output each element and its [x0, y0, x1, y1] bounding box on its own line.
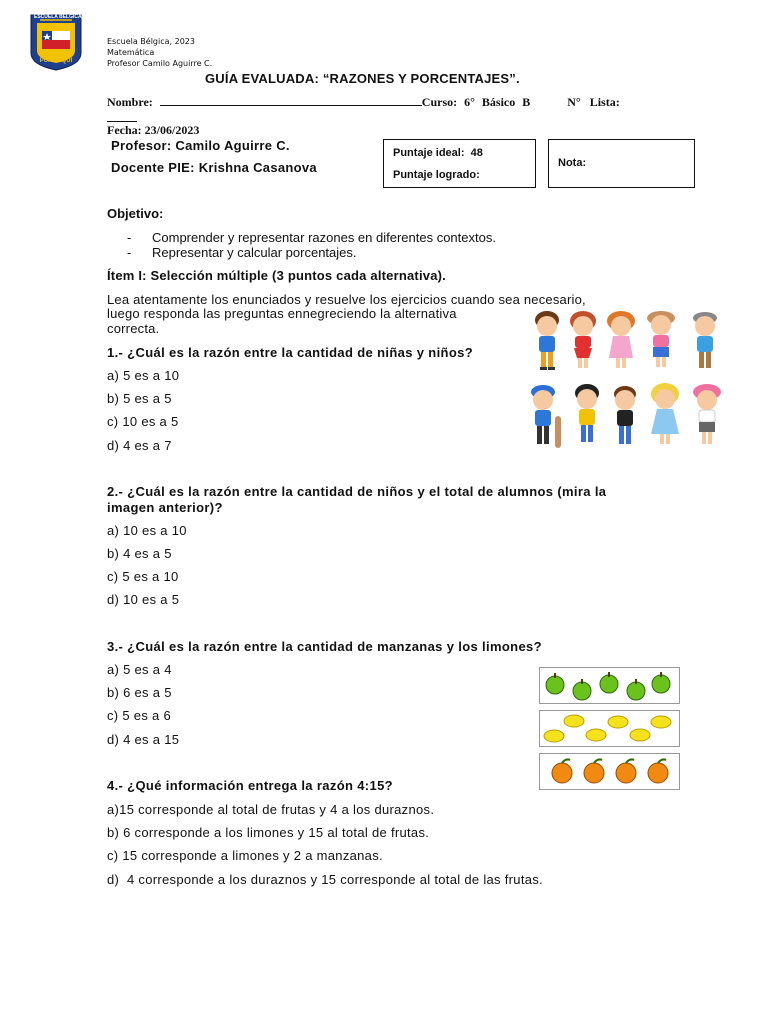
header-school-line: Escuela Bélgica, 2023 — [107, 37, 195, 46]
q2-option-b[interactable]: b) 4 es a 5 — [107, 546, 172, 561]
q1-option-c[interactable]: c) 10 es a 5 — [107, 414, 179, 429]
apple-icon — [600, 672, 618, 693]
children-illustration — [525, 308, 735, 456]
lista-label: N° Lista: — [567, 95, 620, 109]
instructions-line: luego responda las preguntas ennegreciendo la alternativa — [107, 306, 457, 321]
q3-option-c[interactable]: c) 5 es a 6 — [107, 708, 171, 723]
lemon-icon — [564, 715, 584, 727]
curso-label: Curso: 6° Básico B — [421, 95, 531, 109]
peach-icon — [552, 759, 572, 783]
objective-item: - Representar y calcular porcentajes. — [127, 245, 357, 260]
q1-option-d[interactable]: d) 4 es a 7 — [107, 438, 172, 453]
profesor: Profesor: Camilo Aguirre C. — [111, 138, 290, 153]
header-subject: Matemática — [107, 48, 155, 57]
instructions-line: Lea atentamente los enunciados y resuelve los ejercicios cuando sea necesario, — [107, 292, 586, 307]
peaches-box — [539, 753, 680, 790]
q4-option-b[interactable]: b) 6 corresponde a los limones y 15 al total de frutas. — [107, 825, 430, 840]
fecha: Fecha: 23/06/2023 — [107, 123, 200, 137]
lemon-icon — [586, 729, 606, 741]
lista-field[interactable] — [107, 121, 137, 122]
peach-icon — [584, 759, 604, 783]
puntaje-box — [383, 139, 536, 188]
puntaje-ideal: Puntaje ideal: 48 — [393, 147, 483, 159]
nombre-row — [107, 95, 620, 110]
q2-option-c[interactable]: c) 5 es a 10 — [107, 569, 179, 584]
lemon-icon — [608, 716, 628, 728]
page-title: GUÍA EVALUADA: “RAZONES Y PORCENTAJES”. — [205, 71, 520, 86]
apple-icon — [627, 679, 645, 700]
apples-box — [539, 667, 680, 704]
question-3: 3.- ¿Cuál es la razón entre la cantidad de manzanas y los limones? — [107, 639, 542, 654]
puntaje-logrado[interactable]: Puntaje logrado: — [393, 169, 480, 181]
objective-item: - Comprender y representar razones en diferentes contextos. — [127, 230, 496, 245]
peach-icon — [616, 759, 636, 783]
instructions-line: correcta. — [107, 321, 160, 336]
q2-option-a[interactable]: a) 10 es a 10 — [107, 523, 187, 538]
q1-option-a[interactable]: a) 5 es a 10 — [107, 368, 180, 383]
question-4: 4.- ¿Qué información entrega la razón 4:15? — [107, 778, 393, 793]
objective-heading: Objetivo: — [107, 206, 164, 221]
lemon-icon — [651, 716, 671, 728]
apple-icon — [546, 673, 564, 694]
item1-heading: Ítem I: Selección múltiple (3 puntos cada alternativa). — [107, 268, 446, 283]
nombre-field[interactable] — [160, 105, 422, 106]
nota-label: Nota: — [558, 157, 587, 169]
lemon-icon — [630, 729, 650, 741]
logo-text-bottom: PUNITAQUI — [39, 58, 73, 64]
question-2-line2: imagen anterior)? — [107, 500, 223, 515]
objective-list — [107, 230, 607, 260]
peach-icon — [648, 759, 668, 783]
q3-option-d[interactable]: d) 4 es a 15 — [107, 732, 180, 747]
q3-option-b[interactable]: b) 6 es a 5 — [107, 685, 172, 700]
nota-box[interactable] — [548, 139, 695, 188]
q4-option-d[interactable]: d) 4 corresponde a los duraznos y 15 corresponde al total de las frutas. — [107, 872, 543, 887]
apple-icon — [573, 679, 591, 700]
q4-option-c[interactable]: c) 15 corresponde a limones y 2 a manzanas. — [107, 848, 383, 863]
lemon-icon — [544, 730, 564, 742]
q3-option-a[interactable]: a) 5 es a 4 — [107, 662, 172, 677]
question-2-line1: 2.- ¿Cuál es la razón entre la cantidad de niños y el total de alumnos (mira la — [107, 484, 607, 499]
header-teacher: Profesor Camilo Aguirre C. — [107, 59, 213, 68]
school-logo — [28, 13, 84, 71]
lemons-box — [539, 710, 680, 747]
q4-option-a[interactable]: a)15 corresponde al total de frutas y 4 a los duraznos. — [107, 802, 435, 817]
question-1: 1.- ¿Cuál es la razón entre la cantidad de niñas y niños? — [107, 345, 473, 360]
apple-icon — [652, 672, 670, 693]
docente-pie: Docente PIE: Krishna Casanova — [111, 160, 317, 175]
q2-option-d[interactable]: d) 10 es a 5 — [107, 592, 180, 607]
q1-option-b[interactable]: b) 5 es a 5 — [107, 391, 172, 406]
nombre-label: Nombre: — [107, 95, 153, 109]
logo-text-top: ESCUELA BÉLGICA — [34, 14, 82, 20]
